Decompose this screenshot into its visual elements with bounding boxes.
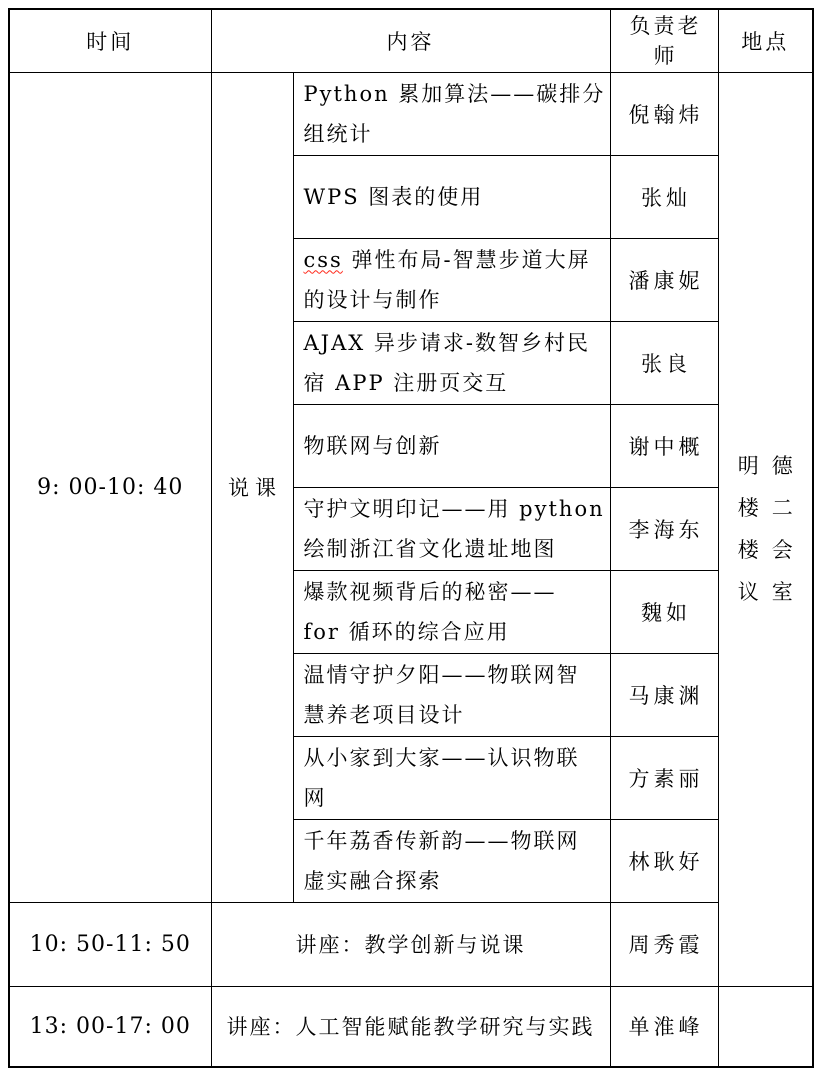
header-cell-time: 时间 bbox=[9, 9, 211, 72]
topic-line: 虚实融合探索 bbox=[303, 868, 442, 893]
topic-line bbox=[304, 240, 610, 280]
table-row bbox=[9, 986, 813, 1067]
topic-line: 爆款视频背后的秘密—— bbox=[303, 579, 557, 604]
teacher-cell: 潘康妮 bbox=[610, 238, 718, 321]
lecture-title-cell: 讲座：教学创新与说课 bbox=[211, 902, 610, 986]
topic-cell bbox=[293, 736, 610, 819]
topic-line: WPS 图表的使用 bbox=[303, 184, 484, 209]
teacher-cell: 单淮峰 bbox=[610, 986, 718, 1067]
table-row bbox=[9, 902, 813, 986]
topic-line: 温情守护夕阳——物联网智 bbox=[303, 662, 580, 687]
topic-line: 守护文明印记——用 python bbox=[303, 496, 605, 521]
spellcheck-underlined-word: css bbox=[303, 247, 343, 272]
location-line: 楼二 bbox=[737, 496, 806, 520]
topic-line: 慧养老项目设计 bbox=[303, 702, 465, 727]
header-cell-teacher bbox=[610, 9, 718, 72]
location-line: 明德 bbox=[737, 454, 806, 478]
time-cell-session3: 13: 00-17: 00 bbox=[9, 986, 211, 1067]
topic-cell bbox=[293, 404, 610, 487]
teacher-cell: 张良 bbox=[610, 321, 718, 404]
topic-line: 从小家到大家——认识物联 bbox=[303, 745, 580, 770]
topic-cell bbox=[293, 487, 610, 570]
teacher-cell: 马康渊 bbox=[610, 653, 718, 736]
teacher-cell: 谢中概 bbox=[610, 404, 718, 487]
teacher-cell: 周秀霞 bbox=[610, 902, 718, 986]
teacher-cell: 林耿好 bbox=[610, 819, 718, 902]
teacher-cell: 张灿 bbox=[610, 155, 718, 238]
time-cell-session2: 10: 50-11: 50 bbox=[9, 902, 211, 986]
topic-line: 绘制浙江省文化遗址地图 bbox=[303, 536, 557, 561]
header-teacher-line1: 负责老 bbox=[629, 13, 702, 38]
topic-line: 宿 APP 注册页交互 bbox=[303, 370, 509, 395]
teacher-cell: 魏如 bbox=[610, 570, 718, 653]
topic-cell bbox=[293, 321, 610, 404]
lecture-title-cell: 讲座：人工智能赋能教学研究与实践 bbox=[211, 986, 610, 1067]
topic-line: 组统计 bbox=[303, 121, 373, 146]
header-cell-location: 地点 bbox=[718, 9, 813, 72]
header-teacher-line2: 师 bbox=[653, 43, 678, 68]
topic-line: 物联网与创新 bbox=[303, 433, 442, 458]
topic-cell bbox=[293, 238, 610, 321]
topic-line-rest: 弹性布局-智慧步道大屏 bbox=[342, 247, 591, 272]
header-cell-content: 内容 bbox=[211, 9, 610, 72]
topic-line: Python 累加算法——碳排分 bbox=[303, 81, 606, 106]
location-line: 楼会 bbox=[737, 538, 806, 562]
topic-line: 的设计与制作 bbox=[303, 287, 442, 312]
topic-cell bbox=[293, 819, 610, 902]
time-cell-session1: 9: 00-10: 40 bbox=[9, 72, 211, 902]
topic-line: 网 bbox=[303, 785, 327, 810]
table-row bbox=[9, 72, 813, 155]
topic-line: AJAX 异步请求-数智乡村民 bbox=[303, 330, 590, 355]
topic-cell bbox=[293, 72, 610, 155]
schedule-table bbox=[8, 8, 814, 1068]
location-cell bbox=[718, 72, 813, 986]
session-type-cell: 说课 bbox=[211, 72, 293, 902]
topic-cell bbox=[293, 155, 610, 238]
topic-line: for 循环的综合应用 bbox=[303, 619, 510, 644]
teacher-cell: 倪翰炜 bbox=[610, 72, 718, 155]
teacher-cell: 李海东 bbox=[610, 487, 718, 570]
location-line: 议室 bbox=[737, 580, 806, 604]
topic-line: 千年荔香传新韵——物联网 bbox=[303, 828, 580, 853]
header-row bbox=[9, 9, 813, 72]
teacher-cell: 方素丽 bbox=[610, 736, 718, 819]
location-cell-empty bbox=[718, 986, 813, 1067]
topic-cell bbox=[293, 570, 610, 653]
topic-cell bbox=[293, 653, 610, 736]
